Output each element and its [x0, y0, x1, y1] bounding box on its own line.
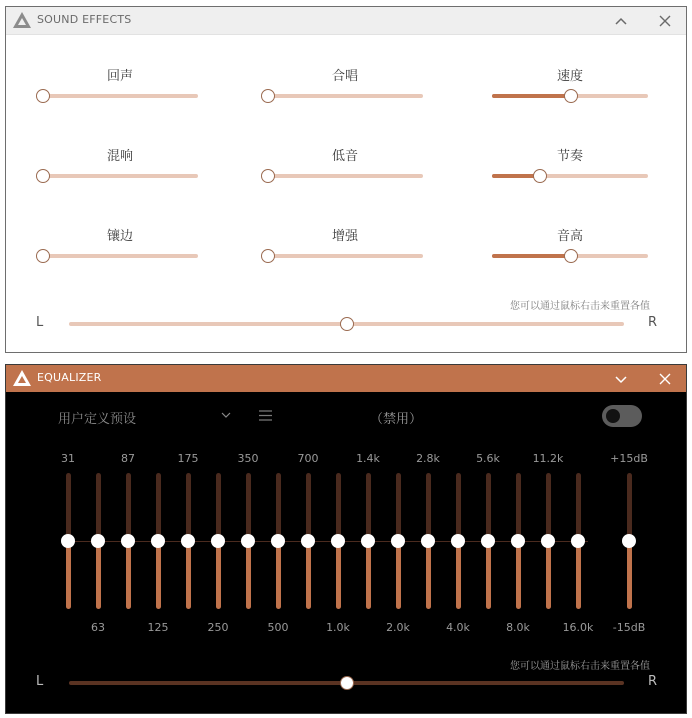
band-slider[interactable]	[276, 473, 281, 609]
toggle-knob	[606, 409, 620, 423]
band-slider-thumb[interactable]	[511, 534, 525, 548]
band-frequency-label: 1.0k	[326, 621, 350, 634]
equalizer-enable-toggle[interactable]	[602, 405, 642, 427]
balance-right-label: R	[648, 315, 658, 330]
band-frequency-label: 5.6k	[476, 452, 500, 465]
band-slider-fill	[216, 541, 221, 609]
band-slider-fill	[516, 541, 521, 609]
band-slider-fill	[306, 541, 311, 609]
effect-slider-thumb[interactable]	[36, 249, 50, 263]
effect-slider-thumb[interactable]	[533, 169, 547, 183]
effect-label: 合唱	[331, 69, 358, 84]
effect-slider-thumb[interactable]	[261, 89, 275, 103]
collapse-button[interactable]	[610, 11, 632, 31]
preset-dropdown[interactable]: 用户定义预设	[58, 412, 137, 427]
band-frequency-label: 175	[177, 452, 199, 465]
band-slider[interactable]	[156, 473, 161, 609]
effect-slider[interactable]	[267, 94, 423, 98]
band-slider-fill	[486, 541, 491, 609]
effect-label: 节奏	[556, 149, 583, 164]
band-frequency-label: 500	[267, 621, 289, 634]
band-slider-thumb[interactable]	[481, 534, 495, 548]
close-icon	[654, 11, 676, 31]
effect-label: 速度	[556, 69, 583, 84]
effect-slider[interactable]	[267, 174, 423, 178]
effect-slider[interactable]	[492, 174, 648, 178]
preamp-max-label: +15dB	[610, 452, 648, 465]
band-slider[interactable]	[366, 473, 371, 609]
reset-hint: 您可以通过鼠标右击来重置各值	[510, 301, 650, 312]
band-frequency-label: 125	[147, 621, 169, 634]
balance-slider[interactable]	[69, 322, 624, 326]
band-slider-fill	[276, 541, 281, 609]
band-slider-thumb[interactable]	[61, 534, 75, 548]
expand-button[interactable]	[610, 369, 632, 389]
effect-slider-fill	[492, 94, 570, 98]
band-slider-fill	[396, 541, 401, 609]
sound-effects-panel	[5, 6, 687, 353]
balance-right-label: R	[648, 674, 658, 689]
band-slider[interactable]	[546, 473, 551, 609]
band-frequency-label: 700	[297, 452, 319, 465]
close-button[interactable]	[654, 11, 676, 31]
band-slider[interactable]	[456, 473, 461, 609]
effect-slider[interactable]	[492, 94, 648, 98]
band-frequency-label: 2.8k	[416, 452, 440, 465]
equalizer-status: （禁用）	[369, 412, 422, 427]
band-slider-thumb[interactable]	[451, 534, 465, 548]
band-slider[interactable]	[306, 473, 311, 609]
effect-slider-thumb[interactable]	[261, 169, 275, 183]
band-slider[interactable]	[396, 473, 401, 609]
band-slider-thumb[interactable]	[241, 534, 255, 548]
band-slider[interactable]	[186, 473, 191, 609]
band-slider[interactable]	[96, 473, 101, 609]
band-slider-fill	[96, 541, 101, 609]
close-button[interactable]	[654, 369, 676, 389]
balance-left-label: L	[36, 315, 44, 330]
band-slider-thumb[interactable]	[541, 534, 555, 548]
band-slider[interactable]	[216, 473, 221, 609]
effect-label: 低音	[331, 149, 358, 164]
preamp-fill	[627, 541, 632, 609]
balance-slider-thumb[interactable]	[340, 676, 354, 690]
effect-slider-thumb[interactable]	[261, 249, 275, 263]
band-slider[interactable]	[426, 473, 431, 609]
band-slider-fill	[546, 541, 551, 609]
effect-slider[interactable]	[267, 254, 423, 258]
balance-slider[interactable]	[69, 681, 624, 685]
band-slider-thumb[interactable]	[361, 534, 375, 548]
sound-effects-titlebar[interactable]	[6, 7, 686, 35]
close-icon	[654, 369, 676, 389]
effect-slider-thumb[interactable]	[36, 89, 50, 103]
effect-slider[interactable]	[42, 94, 198, 98]
band-slider-fill	[336, 541, 341, 609]
band-slider[interactable]	[336, 473, 341, 609]
band-slider-thumb[interactable]	[151, 534, 165, 548]
band-slider-thumb[interactable]	[301, 534, 315, 548]
band-frequency-label: 87	[121, 452, 135, 465]
band-slider-thumb[interactable]	[271, 534, 285, 548]
band-slider-fill	[126, 541, 131, 609]
effect-slider[interactable]	[42, 254, 198, 258]
band-slider-fill	[366, 541, 371, 609]
band-slider-thumb[interactable]	[121, 534, 135, 548]
sound-effects-title: SOUND EFFECTS	[37, 13, 132, 26]
chevron-down-icon	[610, 369, 632, 389]
effect-label: 镶边	[106, 229, 133, 244]
band-slider-fill	[456, 541, 461, 609]
menu-icon[interactable]	[259, 410, 272, 421]
band-frequency-label: 63	[91, 621, 105, 634]
band-slider-fill	[246, 541, 251, 609]
band-slider[interactable]	[126, 473, 131, 609]
effect-slider-thumb[interactable]	[36, 169, 50, 183]
band-slider-thumb[interactable]	[571, 534, 585, 548]
equalizer-titlebar[interactable]	[6, 365, 686, 392]
balance-left-label: L	[36, 674, 44, 689]
effect-label: 增强	[331, 229, 358, 244]
effect-label: 音高	[556, 229, 583, 244]
band-slider[interactable]	[576, 473, 581, 609]
effect-slider-thumb[interactable]	[564, 249, 578, 263]
band-slider[interactable]	[516, 473, 521, 609]
preamp-slider[interactable]	[627, 473, 632, 609]
band-slider[interactable]	[246, 473, 251, 609]
band-frequency-label: 4.0k	[446, 621, 470, 634]
band-slider-fill	[66, 541, 71, 609]
band-frequency-label: 16.0k	[562, 621, 594, 634]
band-frequency-label: 250	[207, 621, 229, 634]
effect-label: 混响	[106, 149, 133, 164]
chevron-up-icon	[610, 11, 632, 31]
effect-slider[interactable]	[42, 174, 198, 178]
reset-hint: 您可以通过鼠标右击来重置各值	[510, 661, 650, 672]
band-slider-fill	[426, 541, 431, 609]
band-slider-fill	[186, 541, 191, 609]
effect-slider-thumb[interactable]	[564, 89, 578, 103]
preamp-slider-thumb[interactable]	[622, 534, 636, 548]
band-slider[interactable]	[66, 473, 71, 609]
effect-slider[interactable]	[492, 254, 648, 258]
band-frequency-label: 1.4k	[356, 452, 380, 465]
zero-db-line	[68, 541, 588, 542]
equalizer-panel	[5, 364, 687, 714]
band-slider-thumb[interactable]	[181, 534, 195, 548]
preamp-min-label: -15dB	[612, 621, 646, 634]
band-frequency-label: 350	[237, 452, 259, 465]
band-frequency-label: 8.0k	[506, 621, 530, 634]
band-slider-thumb[interactable]	[211, 534, 225, 548]
band-slider-thumb[interactable]	[331, 534, 345, 548]
effect-label: 回声	[106, 69, 133, 84]
band-slider-thumb[interactable]	[91, 534, 105, 548]
band-slider[interactable]	[486, 473, 491, 609]
app-logo-icon	[12, 369, 32, 387]
balance-slider-thumb[interactable]	[340, 317, 354, 331]
effect-slider-fill	[492, 254, 570, 258]
app-logo-icon	[12, 11, 32, 29]
band-slider-fill	[576, 541, 581, 609]
band-slider-thumb[interactable]	[421, 534, 435, 548]
band-slider-thumb[interactable]	[391, 534, 405, 548]
band-frequency-label: 2.0k	[386, 621, 410, 634]
effect-slider-fill	[492, 174, 539, 178]
chevron-down-icon[interactable]	[220, 409, 232, 421]
band-slider-fill	[156, 541, 161, 609]
band-frequency-label: 11.2k	[532, 452, 564, 465]
equalizer-title: EQUALIZER	[37, 371, 102, 384]
band-frequency-label: 31	[61, 452, 75, 465]
